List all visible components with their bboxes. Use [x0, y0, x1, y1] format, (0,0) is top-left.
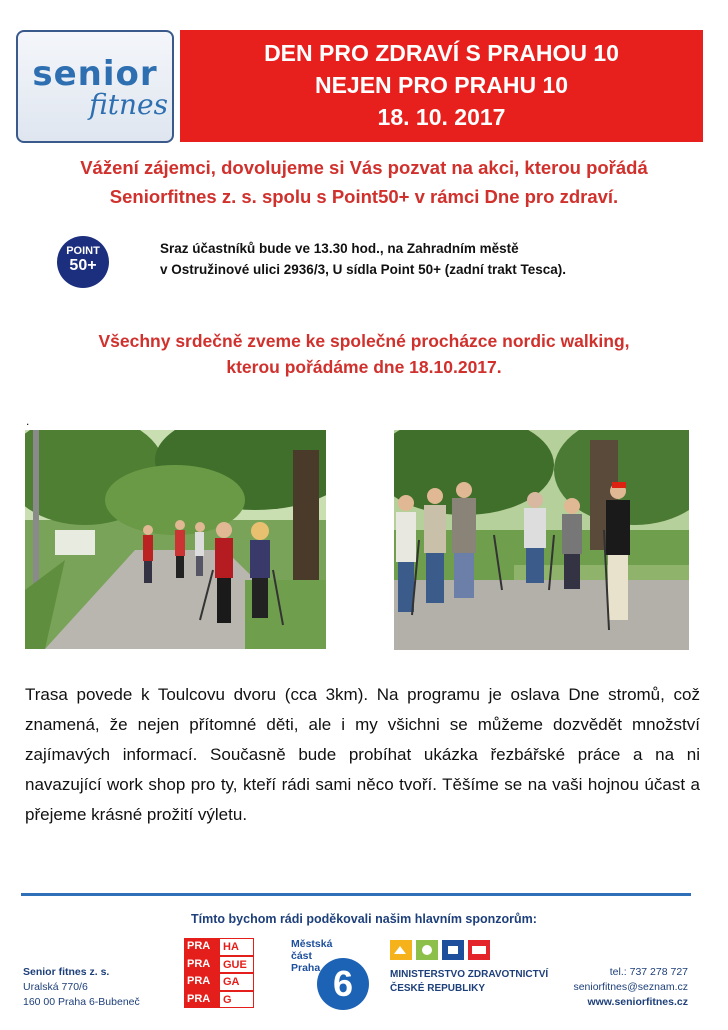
sponsor-thanks: Tímto bychom rádi poděkovali našim hlavním sponzorům:: [191, 912, 537, 926]
praha6-logo-circle: 6: [317, 958, 369, 1010]
org-city: 160 00 Praha 6-Bubeneč: [23, 996, 140, 1008]
invitation-text: [0, 153, 728, 211]
ministry-logo-icon: [390, 938, 505, 962]
p6-line-1: Městská: [291, 938, 333, 950]
walk-invitation: [0, 328, 728, 380]
org-name: Senior fitnes z. s.: [23, 966, 110, 978]
seniorfitnes-logo: [16, 30, 174, 143]
contact-info: [540, 965, 688, 1010]
praha-cell: PRA: [184, 938, 219, 956]
banner-date: 18. 10. 2017: [377, 104, 506, 130]
invitation-line-2: Seniorfitnes z. s. spolu s Point50+ v rámci Dne pro zdraví.: [109, 186, 619, 207]
praha-cell: G: [219, 991, 254, 1009]
org-street: Uralská 770/6: [23, 981, 88, 993]
point50-bottom: 50+: [69, 257, 97, 274]
mz-line-2: ČESKÉ REPUBLIKY: [390, 983, 486, 994]
program-description: Trasa povede k Toulcovu dvoru (cca 3km). Na programu je oslava Dne stromů, což znamená, že nejen přítomné děti, ale i my všichni se můžeme dozvědět množství zajímavých informací. Současně bude probíhat ukázka řezbářské práce a na ni navazující work shop pro ty, kteří rádi sami něco tvoří. Těšíme se na vaši hojnou účast a přejeme krásné prožití výletu.: [25, 685, 700, 824]
banner-subtitle: NEJEN PRO PRAHU 10: [314, 72, 569, 98]
praha-cell: GUE: [219, 956, 254, 974]
footer-divider: [21, 893, 691, 896]
praha-cell: PRA: [184, 956, 219, 974]
praha-cell: HA: [219, 938, 254, 956]
praha-logo: [184, 938, 254, 1008]
invitation-line-1: Vážení zájemci, dovolujeme si Vás pozvat na akci, kterou pořádá: [80, 157, 648, 178]
banner-title: DEN PRO ZDRAVÍ S PRAHOU 10: [264, 40, 619, 66]
walk-invitation-line-2: kterou pořádáme dne 18.10.2017.: [226, 357, 502, 377]
mz-line-1: MINISTERSTVO ZDRAVOTNICTVÍ: [390, 969, 549, 980]
ministry-logo-text: [390, 968, 548, 996]
organization-address: [23, 965, 140, 1010]
photo-walking-group: [25, 430, 326, 649]
praha-cell: PRA: [184, 973, 219, 991]
contact-email[interactable]: seniorfitnes@seznam.cz: [573, 981, 688, 993]
logo-word: senior: [32, 54, 158, 94]
p6-line-2: část: [291, 950, 313, 962]
photo-group-standing: [394, 430, 689, 650]
logo-sub: fitnes: [89, 88, 168, 121]
stray-dot: .: [26, 414, 30, 428]
point50-top: POINT: [66, 245, 100, 257]
walk-invitation-line-1: Všechny srdečně zveme ke společné procházce nordic walking,: [98, 331, 630, 351]
p6-line-3: Praha: [291, 962, 321, 974]
praha-cell: PRA: [184, 991, 219, 1009]
meeting-info: [160, 238, 680, 280]
contact-website[interactable]: www.seniorfitnes.cz: [587, 996, 688, 1008]
event-banner: [180, 30, 703, 142]
meeting-line-2: v Ostružinové ulici 2936/3, U sídla Point 50+ (zadní trakt Tesca).: [160, 262, 567, 277]
praha-cell: GA: [219, 973, 254, 991]
meeting-line-1: Sraz účastníků bude ve 13.30 hod., na Zahradním městě: [160, 241, 519, 256]
contact-phone: tel.: 737 278 727: [609, 966, 688, 978]
point50-logo: [57, 236, 109, 288]
